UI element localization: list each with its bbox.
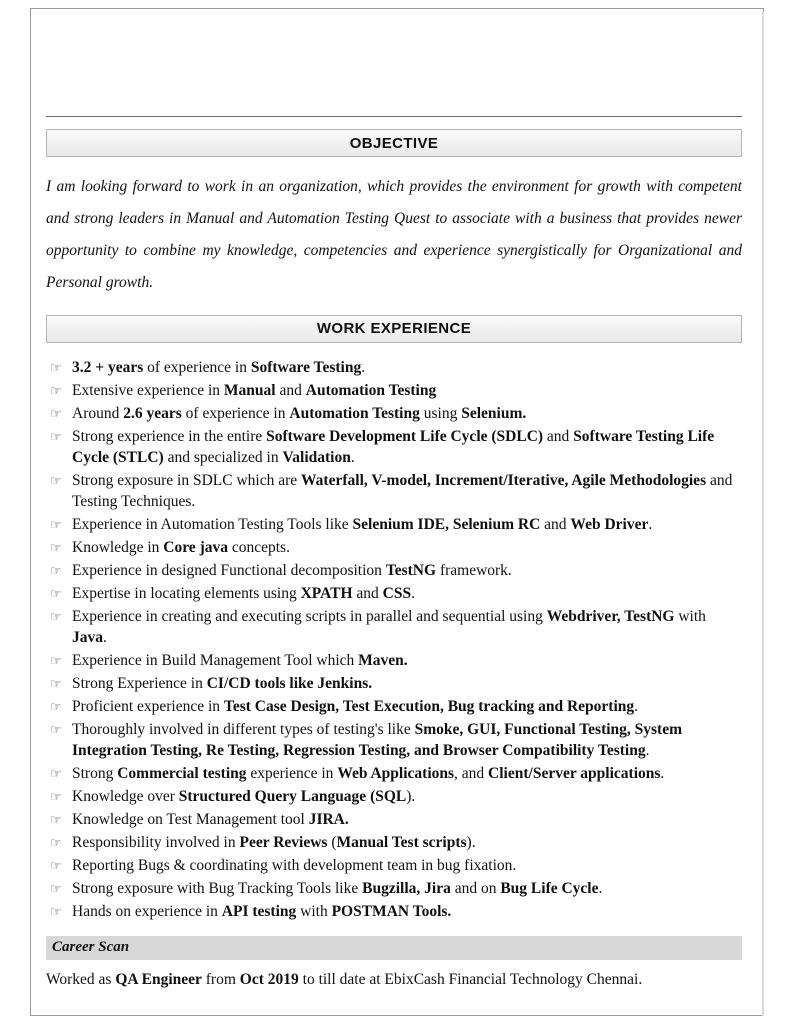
bullet-text: Thoroughly involved in different types of testing's like Smoke, GUI, Functional Testing, System Integration Testing, Re Testing, Regression Testing, and Browser Compatibility Testing. — [72, 720, 683, 759]
pointing-hand-icon: ☞ — [50, 652, 62, 668]
bullet-item — [46, 855, 742, 876]
bullet-text: Experience in creating and executing scripts in parallel and sequential using Webdriver, TestNG with Java. — [72, 607, 706, 646]
section-header-career-scan — [46, 936, 742, 960]
bullet-text: Experience in Build Management Tool which Maven. — [72, 651, 408, 669]
bullet-text: Strong experience in the entire Software Development Life Cycle (SDLC) and Software Testing Life Cycle (STLC) and specialized in Validation. — [72, 427, 715, 466]
bullet-text: Strong exposure with Bug Tracking Tools like Bugzilla, Jira and on Bug Life Cycle. — [72, 879, 603, 897]
pointing-hand-icon: ☞ — [50, 698, 62, 714]
objective-paragraph: I am looking forward to work in an organization, which provides the environment for growth with competent and strong leaders in Manual and Automation Testing Quest to associate with a business that provides newer opportunity to combine my knowledge, competencies and experience synergistically for Organizational and Personal growth. — [46, 178, 742, 291]
header-divider — [46, 116, 742, 117]
pointing-hand-icon: ☞ — [50, 834, 62, 850]
bullet-item — [46, 901, 742, 922]
bullet-item — [46, 357, 742, 378]
bullet-text: Responsibility involved in Peer Reviews (Manual Test scripts). — [72, 833, 476, 851]
bullet-text: Extensive experience in Manual and Automation Testing — [72, 381, 437, 399]
pointing-hand-icon: ☞ — [50, 675, 62, 691]
bullet-item — [46, 606, 742, 648]
bullet-text: 3.2 + years of experience in Software Testing. — [72, 358, 366, 376]
pointing-hand-icon: ☞ — [50, 765, 62, 781]
pointing-hand-icon: ☞ — [50, 857, 62, 873]
bullet-item — [46, 426, 742, 468]
bullet-text: Experience in Automation Testing Tools like Selenium IDE, Selenium RC and Web Driver. — [72, 515, 653, 533]
bullet-text: Around 2.6 years of experience in Automation Testing using Selenium. — [72, 404, 527, 422]
bullet-item — [46, 719, 742, 761]
bullet-text: Strong Commercial testing experience in Web Applications, and Client/Server applications. — [72, 764, 665, 782]
bullet-text: Experience in designed Functional decomposition TestNG framework. — [72, 561, 512, 579]
pointing-hand-icon: ☞ — [50, 721, 62, 737]
career-scan-paragraph: Worked as QA Engineer from Oct 2019 to till date at EbixCash Financial Technology Chennai. — [46, 970, 643, 988]
pointing-hand-icon: ☞ — [50, 359, 62, 375]
pointing-hand-icon: ☞ — [50, 405, 62, 421]
section-title-work-experience: WORK EXPERIENCE — [316, 320, 472, 337]
bullet-item — [46, 696, 742, 717]
section-title-objective: OBJECTIVE — [349, 134, 439, 152]
pointing-hand-icon: ☞ — [50, 516, 62, 532]
bullet-item — [46, 809, 742, 830]
bullet-item — [46, 560, 742, 581]
pointing-hand-icon: ☞ — [50, 811, 62, 827]
page-border-shadow — [762, 12, 764, 1016]
bullet-item — [46, 537, 742, 558]
document-content — [46, 8, 746, 991]
bullet-item — [46, 878, 742, 899]
pointing-hand-icon: ☞ — [50, 880, 62, 896]
pointing-hand-icon: ☞ — [50, 903, 62, 919]
bullet-text: Hands on experience in API testing with POSTMAN Tools. — [72, 902, 452, 920]
bullet-text: Reporting Bugs & coordinating with development team in bug fixation. — [72, 856, 517, 874]
pointing-hand-icon: ☞ — [50, 382, 62, 398]
bullet-item — [46, 832, 742, 853]
bullet-text: Strong Experience in CI/CD tools like Jenkins. — [72, 674, 373, 692]
bullet-item — [46, 470, 742, 512]
bullet-text: Expertise in locating elements using XPATH and CSS. — [72, 584, 415, 602]
section-header-work-experience — [46, 315, 742, 343]
section-title-career-scan: Career Scan — [52, 939, 130, 955]
bullet-text: Knowledge in Core java concepts. — [72, 538, 290, 556]
bullet-item — [46, 380, 742, 401]
bullet-item — [46, 583, 742, 604]
bullet-item — [46, 403, 742, 424]
pointing-hand-icon: ☞ — [50, 788, 62, 804]
section-header-objective — [46, 129, 742, 157]
pointing-hand-icon: ☞ — [50, 562, 62, 578]
bullet-item — [46, 786, 742, 807]
bullet-item — [46, 650, 742, 671]
bullet-item — [46, 763, 742, 784]
bullet-text: Proficient experience in Test Case Design, Test Execution, Bug tracking and Reporting. — [72, 697, 639, 715]
bullet-item — [46, 514, 742, 535]
work-experience-bullet-list — [46, 357, 742, 922]
pointing-hand-icon: ☞ — [50, 539, 62, 555]
pointing-hand-icon: ☞ — [50, 472, 62, 488]
bullet-item — [46, 673, 742, 694]
bullet-text: Knowledge over Structured Query Language (SQL). — [72, 787, 416, 805]
pointing-hand-icon: ☞ — [50, 428, 62, 444]
pointing-hand-icon: ☞ — [50, 608, 62, 624]
pointing-hand-icon: ☞ — [50, 585, 62, 601]
bullet-text: Knowledge on Test Management tool JIRA. — [72, 810, 349, 828]
bullet-text: Strong exposure in SDLC which are Waterfall, V-model, Increment/Iterative, Agile Methodologies and Testing Techniques. — [72, 471, 733, 510]
